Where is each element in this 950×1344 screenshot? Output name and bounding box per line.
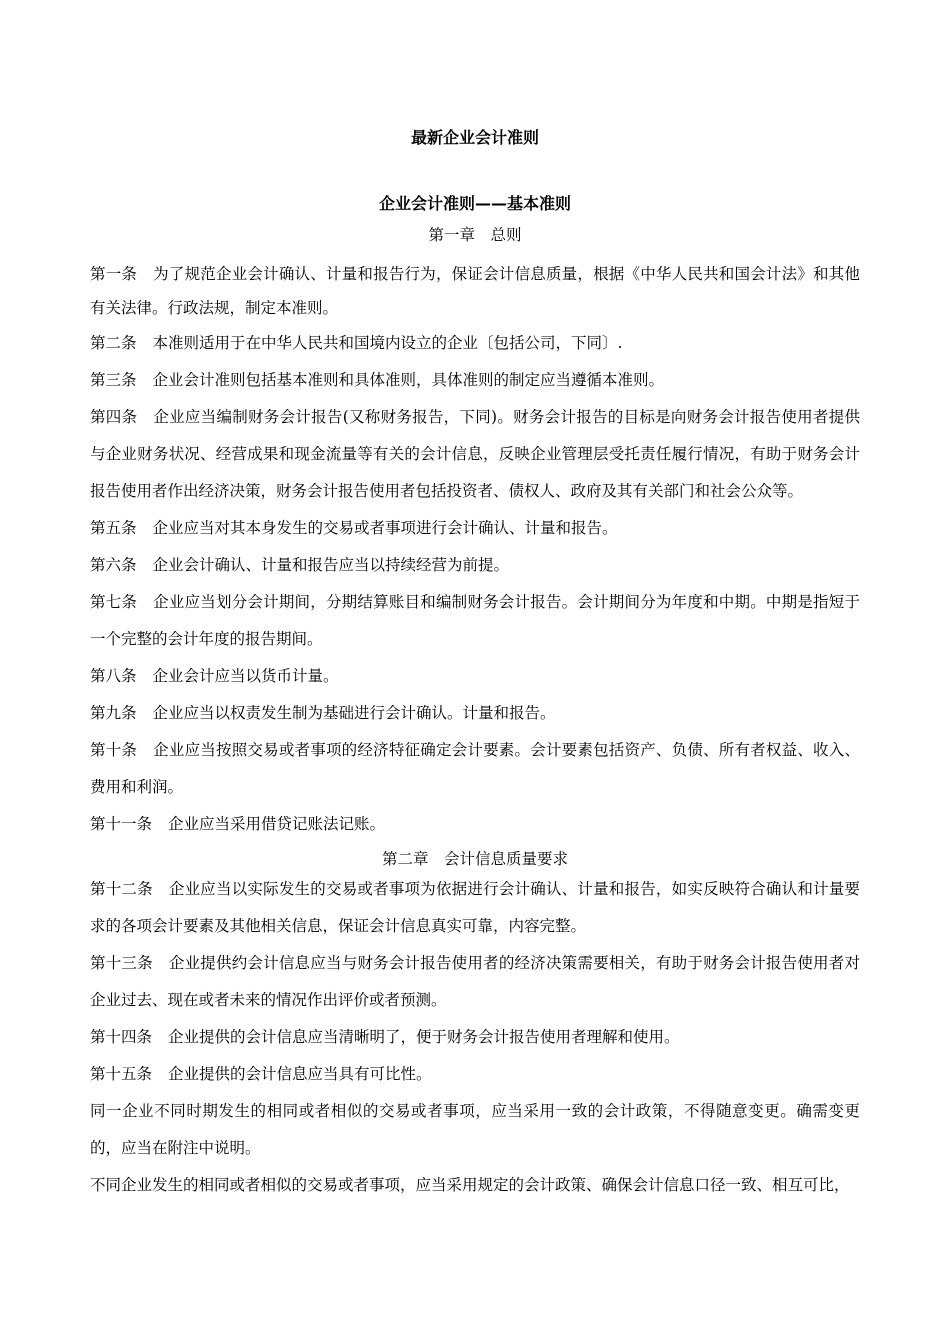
article-number: 第六条 [90,556,137,574]
article-number: 第一条 [90,265,138,283]
chapter-heading: 第一章 总则 [428,226,522,244]
article-text: 同一企业不同时期发生的相同或者相似的交易或者事项，应当采用一致的会计政策，不得随意变更。确需变更的，应当在附注中说明。 [90,1102,860,1157]
article-text: 企业应当以权责发生制为基础进行会计确认。计量和报告。 [152,704,556,722]
article-text: 企业会计应当以货币计量。 [152,667,339,685]
article-number: 第十三条 [90,954,153,972]
article-text: 企业应当按照交易或者事项的经济特征确定会计要素。会计要素包括资产、负债、所有者权益、收入、费用和利润。 [90,741,860,796]
article-text: 企业应当采用借贷记账法记账。 [168,815,386,833]
article-paragraph [90,695,860,732]
article-text: 企业提供约会计信息应当与财务会计报告使用者的经济决策需要相关，有助于财务会计报告使用者对企业过去、现在或者未来的情况作出评价或者预测。 [90,954,860,1009]
article-text: 企业提供的会计信息应当清晰明了，便于财务会计报告使用者理解和使用。 [168,1028,680,1046]
article-number: 第十一条 [90,815,153,833]
article-text: 为了规范企业会计确认、计量和报告行为，保证会计信息质量，根据《中华人民共和国会计法》和其他有关法律。行政法规，制定本准则。 [90,265,860,317]
article-text: 企业应当编制财务会计报告(又称财务报告，下同)。财务会计报告的目标是向财务会计报告使用者提供与企业财务状况、经营成果和现金流量等有关的会计信息，反映企业管理层受托责任履行情况，有助于财务会计报告使用者作出经济决策，财务会计报告使用者包括投资者、债权人、政府及其有关部门和社会公众等。 [90,408,860,500]
chapter-1-body [90,257,860,843]
article-paragraph [90,732,860,806]
article-paragraph [90,1019,860,1056]
article-number: 第十五条 [90,1065,153,1083]
article-number: 第十二条 [90,880,153,898]
chapter-heading: 第二章 会计信息质量要求 [381,850,568,868]
chapter-2-body [90,871,860,1204]
article-number: 第五条 [90,519,137,537]
article-paragraph [90,584,860,658]
article-paragraph [90,325,860,362]
article-text: 企业会计确认、计量和报告应当以持续经营为前提。 [152,556,510,574]
article-paragraph [90,1167,860,1204]
document-title: 最新企业会计准则 [410,128,539,147]
article-text: 企业提供的会计信息应当具有可比性。 [168,1065,432,1083]
article-paragraph [90,658,860,695]
article-number: 第八条 [90,667,137,685]
article-number: 第三条 [90,371,137,389]
article-text: 本准则适用于在中华人民共和国境内设立的企业〔包括公司，下同〕. [152,334,623,352]
article-number: 第九条 [90,704,137,722]
article-paragraph [90,257,860,325]
article-paragraph [90,945,860,1019]
article-text: 不同企业发生的相同或者相似的交易或者事项，应当采用规定的会计政策、确保会计信息口径一致、相互可比， [90,1176,850,1194]
article-number: 第七条 [90,593,138,611]
article-number: 第二条 [90,334,137,352]
article-text: 企业应当划分会计期间，分期结算账目和编制财务会计报告。会计期间分为年度和中期。中期是指短于一个完整的会计年度的报告期间。 [90,593,860,648]
article-paragraph [90,871,860,945]
article-paragraph [90,399,860,510]
article-number: 第四条 [90,408,138,426]
article-text: 企业应当以实际发生的交易或者事项为依据进行会计确认、计量和报告，如实反映符合确认和计量要求的各项会计要素及其他相关信息，保证会计信息真实可靠，内容完整。 [90,880,860,935]
article-paragraph [90,362,860,399]
article-paragraph [90,1056,860,1093]
document-subtitle: 企业会计准则——基本准则 [378,194,571,213]
article-paragraph [90,547,860,584]
article-paragraph [90,510,860,547]
article-text: 企业会计准则包括基本准则和具体准则，具体准则的制定应当遵循本准则。 [152,371,665,389]
article-paragraph [90,1093,860,1167]
article-paragraph [90,806,860,843]
article-number: 第十四条 [90,1028,153,1046]
article-text: 企业应当对其本身发生的交易或者事项进行会计确认、计量和报告。 [152,519,618,537]
article-number: 第十条 [90,741,138,759]
